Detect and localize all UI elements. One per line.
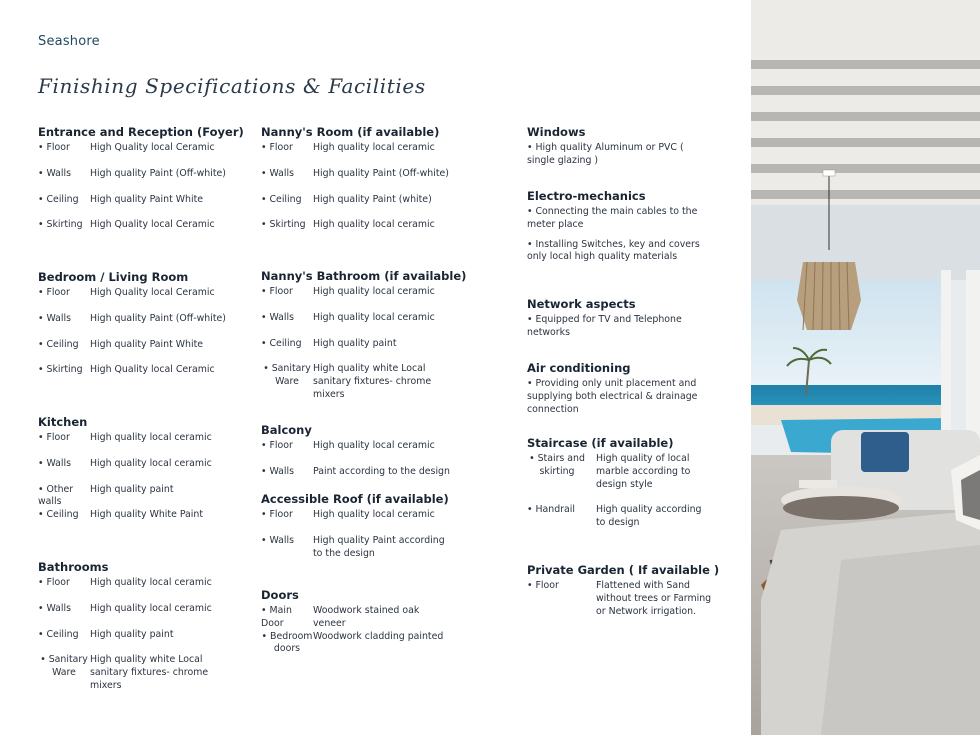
section-title: Nanny's Bathroom (if available) xyxy=(261,269,467,283)
spec-row: • Bedroom doors Woodwork cladding painted xyxy=(261,630,444,655)
spec-row: • Sanitary Ware High quality white Local sanitary fixtures- chrome mixers xyxy=(40,654,209,691)
section-network xyxy=(527,297,707,340)
spec-row: • Walls High quality Paint (Off-white) xyxy=(38,167,226,179)
section-windows xyxy=(527,125,707,168)
section-private-garden xyxy=(527,563,720,618)
section-title: Air conditioning xyxy=(527,361,631,375)
spec-row: • Skirting High Quality local Ceramic xyxy=(38,364,215,376)
section-title: Network aspects xyxy=(527,297,636,311)
spec-row: • Floor Flattened with Sand without trees or Farming or Network irrigation. xyxy=(527,580,712,617)
spec-row: • Ceiling High quality Paint White xyxy=(38,193,204,205)
interior-photo xyxy=(751,0,980,735)
brand-logo-text: Seashore xyxy=(38,34,100,49)
section-title: Nanny's Room (if available) xyxy=(261,125,440,139)
section-kitchen xyxy=(38,415,253,522)
spec-row: • Walls High quality Paint according to the design xyxy=(261,534,445,559)
spec-line: • High quality Aluminum or PVC ( single glazing ) xyxy=(527,142,684,166)
spec-row: • Ceiling High quality paint xyxy=(38,628,174,640)
section-title: Kitchen xyxy=(38,415,88,429)
section-staircase xyxy=(527,436,712,530)
section-title: Entrance and Reception (Foyer) xyxy=(38,125,244,139)
spec-row: • Ceiling High quality paint xyxy=(261,337,397,349)
spec-row: • Walls High quality Paint (Off-white) xyxy=(38,312,226,324)
spec-row: • Floor High Quality local Ceramic xyxy=(38,142,215,153)
spec-row: • Sanitary Ware High quality white Local sanitary fixtures- chrome mixers xyxy=(263,363,432,400)
spec-row: • Main Door Woodwork stained oak veneer xyxy=(261,605,420,629)
spec-row: • Ceiling High quality Paint (white) xyxy=(261,193,432,205)
section-electro-mechanics xyxy=(527,189,707,264)
section-title: Bathrooms xyxy=(38,560,109,574)
section-title: Doors xyxy=(261,588,299,602)
spec-line: • Equipped for TV and Telephone networks xyxy=(527,314,682,338)
section-title: Staircase (if available) xyxy=(527,436,674,450)
spec-row: • Walls High quality local ceramic xyxy=(38,602,212,614)
spec-row: • Floor High quality local ceramic xyxy=(261,286,435,297)
section-nanny-room xyxy=(261,125,461,232)
section-title: Balcony xyxy=(261,423,312,437)
spec-row: • Floor High Quality local Ceramic xyxy=(38,287,215,298)
spec-row: • Skirting High quality local ceramic xyxy=(261,219,435,231)
section-balcony xyxy=(261,423,461,479)
spec-row: • Floor High quality local ceramic xyxy=(261,509,435,520)
section-doors xyxy=(261,588,461,656)
spec-row: • Floor High quality local ceramic xyxy=(38,432,212,443)
spec-line: • Providing only unit placement and supplying both electrical & drainage connection xyxy=(527,378,698,415)
interior-photo-illustration xyxy=(751,0,980,735)
spec-row: • Walls High quality local ceramic xyxy=(261,311,435,323)
section-entrance xyxy=(38,125,253,232)
spec-row: • Floor High quality local ceramic xyxy=(261,440,435,451)
spec-row: • Walls High quality local ceramic xyxy=(38,457,212,469)
section-bathrooms xyxy=(38,560,253,693)
spec-row: • Floor High quality local ceramic xyxy=(261,142,435,153)
section-accessible-roof xyxy=(261,492,461,560)
spec-row: • Handrail High quality according to design xyxy=(527,504,702,529)
spec-row: • Ceiling High quality Paint White xyxy=(38,338,204,350)
section-title: Private Garden ( If available ) xyxy=(527,563,720,577)
spec-line: • Installing Switches, key and covers only local high quality materials xyxy=(527,238,700,263)
section-title: Bedroom / Living Room xyxy=(38,270,189,284)
spec-row: • Other walls High quality paint xyxy=(38,483,174,508)
spec-row: • Stairs and skirting High quality of local marble according to design style xyxy=(529,453,691,490)
spec-row: • Floor High quality local ceramic xyxy=(38,577,212,588)
spec-line: • Connecting the main cables to the meter place xyxy=(527,206,698,230)
section-bedroom xyxy=(38,270,253,377)
spec-row: • Walls High quality Paint (Off-white) xyxy=(261,167,449,179)
spec-row: • Ceiling High quality White Paint xyxy=(38,509,204,521)
section-nanny-bathroom xyxy=(261,269,467,402)
section-title: Windows xyxy=(527,125,586,139)
spec-row: • Skirting High Quality local Ceramic xyxy=(38,219,215,231)
section-title: Electro-mechanics xyxy=(527,189,646,203)
page-title: Finishing Specifications & Facilities xyxy=(38,74,426,98)
section-title: Accessible Roof (if available) xyxy=(261,492,449,506)
spec-row: • Walls Paint according to the design xyxy=(261,465,450,477)
section-air-conditioning xyxy=(527,361,707,416)
